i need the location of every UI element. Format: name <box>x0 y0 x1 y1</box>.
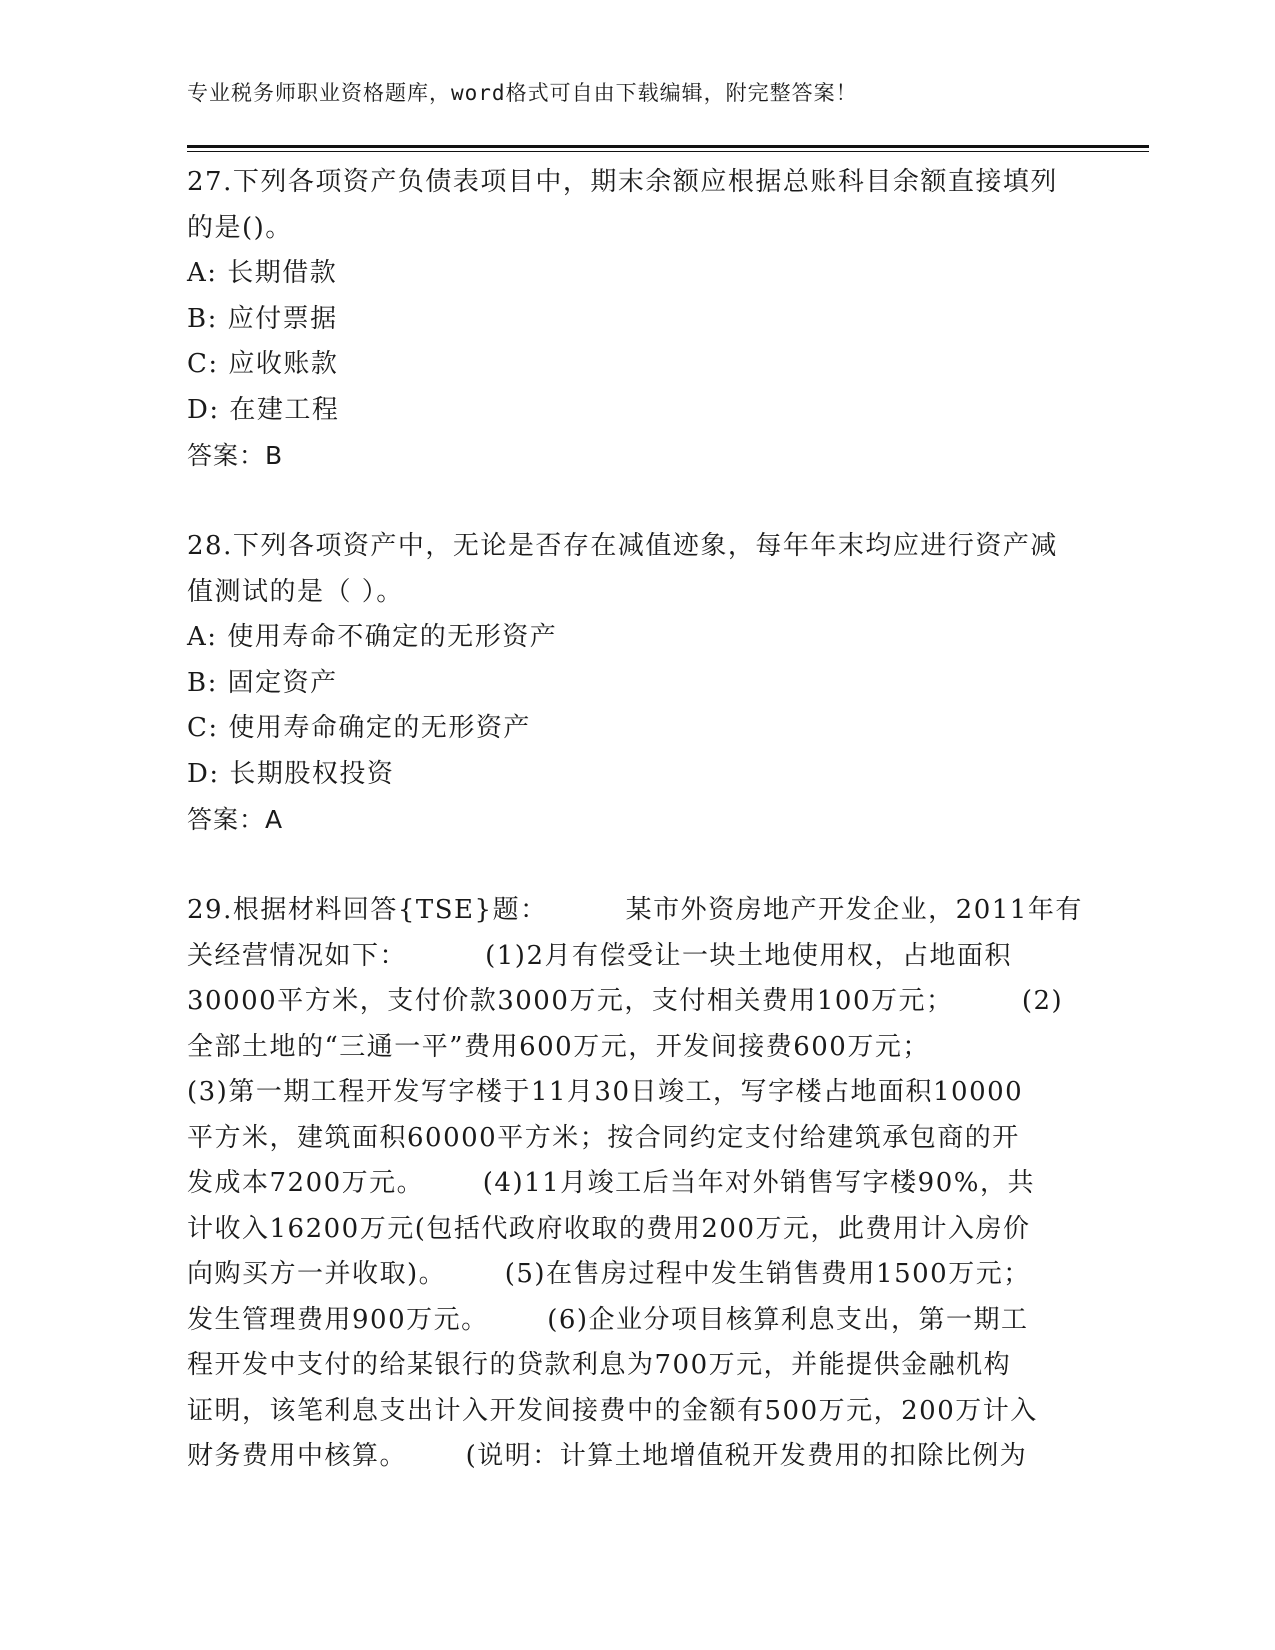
question-line: 程开发中支付的给某银行的贷款利息为700万元，并能提供金融机构 <box>187 1350 1012 1380</box>
question-28 <box>187 524 1077 843</box>
question-line: 平方米，建筑面积60000平方米；按合同约定支付给建筑承包商的开 <box>187 1122 1020 1153</box>
question-spacer <box>187 843 1077 889</box>
question-line: 财务费用中核算。 (说明：计算土地增值税开发费用的扣除比例为 <box>187 1441 1028 1471</box>
page-header-text: 专业税务师职业资格题库，word格式可自由下载编辑，附完整答案！ <box>187 81 858 105</box>
question-line: (3)第一期工程开发写字楼于11月30日竣工，写字楼占地面积10000 <box>187 1077 1024 1107</box>
question-line: 关经营情况如下： (1)2月有偿受让一块土地使用权，占地面积 <box>187 940 1012 971</box>
question-29 <box>187 888 1083 1480</box>
question-line: 30000平方米，支付价款3000万元，支付相关费用100万元； (2) <box>187 986 1064 1016</box>
option-c: C: 应收账款 <box>187 349 339 379</box>
question-line: 证明，该笔利息支出计入开发间接费中的金额有500万元，200万计入 <box>187 1395 1038 1426</box>
question-text: 28.下列各项资产中，无论是否存在减值迹象，每年年末均应进行资产减值测试的是（ ）。 <box>187 531 1058 607</box>
option-d: D: 在建工程 <box>187 394 340 425</box>
option-b: B: 应付票据 <box>187 303 338 334</box>
option-a: A: 长期借款 <box>187 258 338 288</box>
answer-text: 答案：B <box>187 441 284 470</box>
question-spacer <box>187 479 1077 525</box>
answer-text: 答案：A <box>187 805 284 834</box>
question-list <box>187 160 1083 1480</box>
question-text: 27.下列各项资产负债表项目中，期末余额应根据总账科目余额直接填列的是()。 <box>187 167 1058 243</box>
header-rule-thin <box>187 151 1149 152</box>
question-line: 向购买方一并收取)。 (5)在售房过程中发生销售费用1500万元； <box>187 1259 1031 1289</box>
question-line: 发生管理费用900万元。 (6)企业分项目核算利息支出，第一期工 <box>187 1304 1029 1335</box>
option-b: B: 固定资产 <box>187 667 338 698</box>
question-line: 全部土地的“三通一平”费用600万元，开发间接费600万元； <box>187 1031 930 1062</box>
question-text <box>187 888 1083 1480</box>
question-line: 计收入16200万元(包括代政府收取的费用200万元，此费用计入房价 <box>187 1213 1031 1244</box>
option-d: D: 长期股权投资 <box>187 758 395 789</box>
option-c: C: 使用寿命确定的无形资产 <box>187 713 531 743</box>
question-27 <box>187 160 1077 479</box>
question-line: 29.根据材料回答{TSE}题： 某市外资房地产开发企业，2011年有 <box>187 895 1083 925</box>
option-a: A: 使用寿命不确定的无形资产 <box>187 622 558 652</box>
question-line: 发成本7200万元。 (4)11月竣工后当年对外销售写字楼90%，共 <box>187 1168 1035 1198</box>
header-rule-thick <box>187 145 1149 148</box>
